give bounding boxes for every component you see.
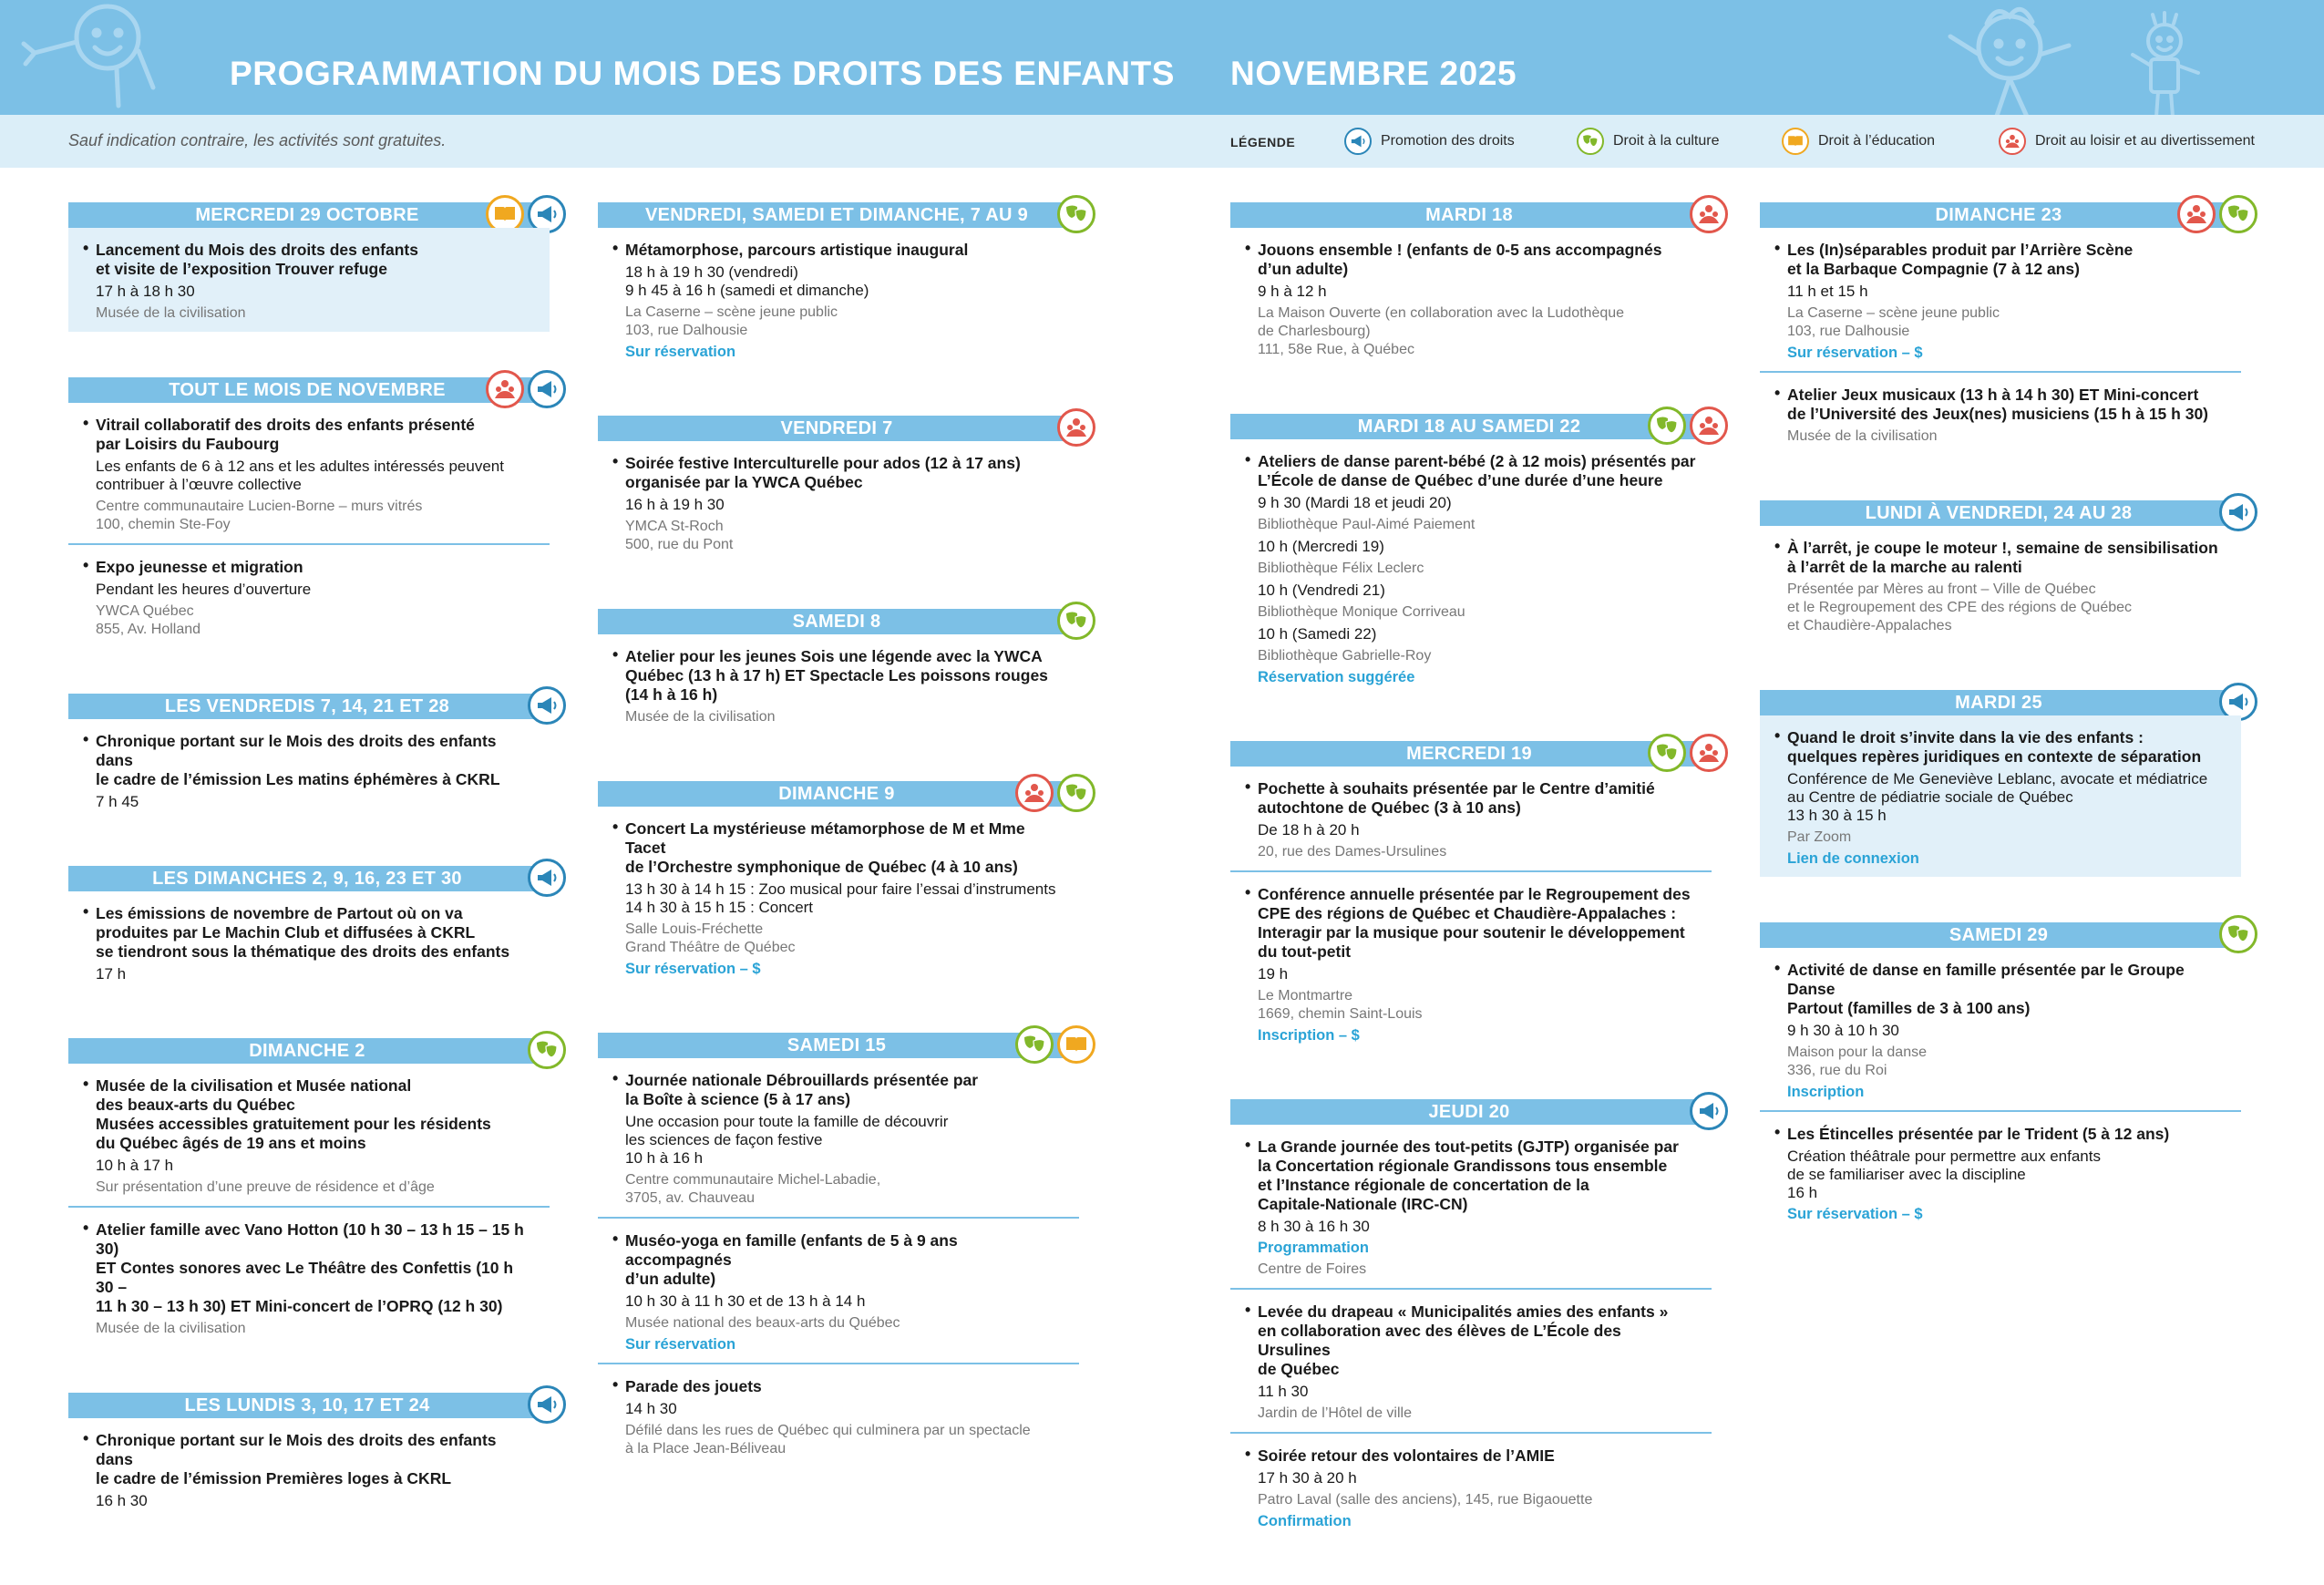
program-column bbox=[1230, 202, 1712, 1585]
event-details: 16 h à 19 h 30 bbox=[625, 496, 725, 513]
event-location: 20, rue des Dames-Ursulines bbox=[1258, 844, 1447, 859]
event-location: YWCA Québec 855, Av. Holland bbox=[96, 603, 201, 637]
event-location: Bibliothèque Félix Leclerc bbox=[1258, 561, 1424, 576]
event-location: Défilé dans les rues de Québec qui culminera par un spectacle à la Place Jean-Béliveau bbox=[625, 1423, 1031, 1456]
event-location: Présentée par Mères au front – Ville de Québec et le Regroupement des CPE des régions de Québec et Chaudière-Appalaches bbox=[1787, 582, 2133, 633]
event-title: • Atelier famille avec Vano Hotton (10 h 30 – 13 h 15 – 15 h 30) ET Contes sonores avec Le Théâtre des Confettis (10 h 30 – 11 h 30 – 13 h 30) ET Mini-concert de l’OPRQ (12 h 30) bbox=[96, 1220, 524, 1315]
event-link[interactable]: Inscription bbox=[1787, 1084, 1865, 1100]
event-item bbox=[1760, 715, 2241, 877]
date-block bbox=[1760, 922, 2241, 1232]
date-heading-text: TOUT LE MOIS DE NOVEMBRE bbox=[169, 380, 446, 400]
date-block bbox=[598, 416, 1079, 563]
date-block bbox=[1230, 414, 1712, 695]
megaphone-icon bbox=[1344, 128, 1372, 155]
date-block bbox=[68, 202, 550, 332]
event-link[interactable]: Sur réservation – $ bbox=[1787, 1206, 1923, 1222]
event-details: 11 h et 15 h bbox=[1787, 283, 1868, 300]
event-link[interactable]: Programmation bbox=[1258, 1240, 1369, 1256]
date-heading-text: LES VENDREDIS 7, 14, 21 ET 28 bbox=[164, 696, 450, 716]
date-heading bbox=[1760, 922, 2237, 948]
event-link[interactable]: Inscription – $ bbox=[1258, 1027, 1360, 1044]
date-heading-text: MARDI 18 bbox=[1425, 205, 1513, 225]
event-item bbox=[68, 719, 550, 820]
date-block bbox=[68, 694, 550, 820]
date-heading bbox=[68, 1393, 546, 1418]
date-block bbox=[68, 1038, 550, 1347]
event-link[interactable]: Sur réservation bbox=[625, 1336, 736, 1353]
event-details: Les enfants de 6 à 12 ans et les adultes intéressés peuvent contribuer à l’œuvre collective bbox=[96, 458, 504, 493]
date-heading-text: SAMEDI 8 bbox=[792, 612, 881, 632]
event-item bbox=[68, 228, 550, 332]
date-heading-text: DIMANCHE 9 bbox=[778, 784, 895, 804]
event-title: • Musée de la civilisation et Musée national des beaux-arts du Québec Musées accessibles gratuitement pour les résidents du Québec âgés de 19 ans et moins bbox=[96, 1076, 491, 1152]
event-location: La Caserne – scène jeune public 103, rue Dalhousie bbox=[1787, 305, 2000, 339]
date-block bbox=[598, 781, 1079, 987]
event-item bbox=[1760, 526, 2241, 644]
event-location: Bibliothèque Paul-Aimé Paiement bbox=[1258, 517, 1476, 532]
event-details: 17 h 30 à 20 h bbox=[1258, 1469, 1357, 1487]
page-month: NOVEMBRE 2025 bbox=[1230, 55, 1517, 92]
event-item bbox=[1230, 1290, 1712, 1434]
event-details: Création théâtrale pour permettre aux enfants de se familiariser avec la discipline 16 h bbox=[1787, 1148, 2101, 1201]
event-title: • Concert La mystérieuse métamorphose de M et Mme Tacet de l’Orchestre symphonique de Québec (4 à 10 ans) bbox=[625, 819, 1025, 876]
date-heading bbox=[68, 202, 546, 228]
date-heading bbox=[598, 609, 1075, 634]
date-heading bbox=[1230, 202, 1708, 228]
date-heading-text: SAMEDI 29 bbox=[1949, 925, 2049, 945]
event-item bbox=[598, 807, 1079, 987]
event-title: • Muséo-yoga en famille (enfants de 5 à 9 ans accompagnés d’un adulte) bbox=[625, 1231, 958, 1288]
event-link[interactable]: Sur réservation bbox=[625, 344, 736, 360]
date-heading bbox=[68, 377, 546, 403]
date-heading-text: MARDI 18 AU SAMEDI 22 bbox=[1357, 417, 1581, 437]
event-title: • Activité de danse en famille présentée par le Groupe Danse Partout (familles de 3 à 100 ans) bbox=[1787, 961, 2185, 1017]
event-location: Bibliothèque Gabrielle-Roy bbox=[1258, 648, 1432, 664]
program-column bbox=[68, 202, 550, 1565]
event-title: • Chronique portant sur le Mois des droits des enfants dans le cadre de l’émission Les matins éphémères à CKRL bbox=[96, 732, 500, 788]
event-details: Une occasion pour toute la famille de découvrir les sciences de façon festive 10 h à 16 h bbox=[625, 1113, 949, 1167]
event-title: • Levée du drapeau « Municipalités amies des enfants » en collaboration avec des élèves de L’École des Ursulines de Québec bbox=[1258, 1302, 1669, 1378]
event-title: • Les émissions de novembre de Partout où on va produites par Le Machin Club et diffusées à CKRL se tiendront sous la thématique des droits des enfants bbox=[96, 904, 510, 961]
child-stick-figure-icon bbox=[2114, 9, 2215, 118]
date-heading-text: VENDREDI, SAMEDI ET DIMANCHE, 7 AU 9 bbox=[644, 205, 1029, 225]
event-location: Maison pour la danse 336, rue du Roi bbox=[1787, 1045, 1927, 1078]
event-title: • Atelier Jeux musicaux (13 h à 14 h 30) ET Mini-concert de l’Université des Jeux(nes) musiciens (15 h à 15 h 30) bbox=[1787, 386, 2208, 423]
date-heading-text: LES LUNDIS 3, 10, 17 ET 24 bbox=[184, 1395, 430, 1415]
date-block bbox=[1230, 202, 1712, 368]
event-location: YMCA St-Roch 500, rue du Pont bbox=[625, 519, 734, 552]
event-details: 18 h à 19 h 30 (vendredi) 9 h 45 à 16 h (samedi et dimanche) bbox=[625, 263, 869, 299]
legend-label: Droit au loisir et au divertissement bbox=[2035, 133, 2255, 149]
event-link[interactable]: Sur réservation – $ bbox=[1787, 345, 1923, 361]
date-block bbox=[1760, 202, 2241, 455]
event-location: Musée de la civilisation bbox=[96, 305, 246, 321]
event-title: • Ateliers de danse parent-bébé (2 à 12 mois) présentés par L’École de danse de Québec d’une durée d’une heure bbox=[1258, 452, 1696, 489]
event-item bbox=[1230, 439, 1712, 695]
date-block bbox=[1760, 500, 2241, 644]
event-title: • Lancement du Mois des droits des enfants et visite de l’exposition Trouver refuge bbox=[96, 241, 418, 278]
event-details: 16 h 30 bbox=[96, 1492, 148, 1509]
event-item bbox=[598, 1219, 1079, 1364]
program-column bbox=[1760, 202, 2241, 1278]
date-heading bbox=[598, 416, 1075, 441]
open-book-icon bbox=[1782, 128, 1809, 155]
legend-item-education bbox=[1782, 128, 1935, 155]
event-details: 7 h 45 bbox=[96, 793, 139, 810]
legend-title: LÉGENDE bbox=[1230, 135, 1296, 149]
event-link[interactable]: Réservation suggérée bbox=[1258, 669, 1415, 685]
date-heading bbox=[1230, 414, 1708, 439]
event-title: • Quand le droit s’invite dans la vie des enfants : quelques repères juridiques en contexte de séparation bbox=[1787, 728, 2202, 766]
date-heading bbox=[598, 1033, 1075, 1058]
date-heading bbox=[1760, 202, 2237, 228]
event-link[interactable]: Confirmation bbox=[1258, 1513, 1352, 1529]
event-item bbox=[598, 1364, 1079, 1467]
date-heading-text: DIMANCHE 2 bbox=[249, 1041, 365, 1061]
date-block bbox=[68, 866, 550, 993]
event-title: • À l’arrêt, je coupe le moteur !, semaine de sensibilisation à l’arrêt de la marche au ralenti bbox=[1787, 539, 2218, 576]
event-location: La Maison Ouverte (en collaboration avec la Ludothèque de Charlesbourg) 111, 58e Rue, à Québec bbox=[1258, 305, 1625, 357]
event-item bbox=[1230, 1125, 1712, 1290]
date-block bbox=[68, 377, 550, 648]
event-title: • Chronique portant sur le Mois des droits des enfants dans le cadre de l’émission Premières loges à CKRL bbox=[96, 1431, 497, 1487]
event-item bbox=[1760, 1112, 2241, 1232]
page-title: PROGRAMMATION DU MOIS DES DROITS DES ENFANTS bbox=[230, 55, 1176, 92]
legend-item-culture bbox=[1577, 128, 1720, 155]
event-details: 9 h 30 (Mardi 18 et jeudi 20) bbox=[1258, 494, 1452, 511]
event-item bbox=[68, 891, 550, 993]
event-details: 17 h bbox=[96, 965, 127, 983]
event-item bbox=[598, 634, 1079, 736]
date-block bbox=[1230, 1099, 1712, 1539]
event-location: Centre de Foires bbox=[1258, 1261, 1367, 1277]
info-bar bbox=[0, 115, 2324, 168]
event-location: Musée national des beaux-arts du Québec bbox=[625, 1315, 900, 1331]
date-heading-text: LUNDI À VENDREDI, 24 AU 28 bbox=[1865, 503, 2133, 523]
date-heading-text: JEUDI 20 bbox=[1428, 1102, 1510, 1122]
event-title: • La Grande journée des tout-petits (GJTP) organisée par la Concertation régionale Grandissons tous ensemble et l’Instance régionale de concertation de la Capitale-Nationale (IRC-CN) bbox=[1258, 1137, 1679, 1213]
event-item bbox=[68, 403, 550, 545]
event-details: Pendant les heures d’ouverture bbox=[96, 581, 312, 598]
event-location: Salle Louis-Fréchette Grand Théâtre de Québec bbox=[625, 921, 796, 955]
date-heading bbox=[1230, 1099, 1708, 1125]
event-location: Bibliothèque Monique Corriveau bbox=[1258, 604, 1465, 620]
legend-item-promotion bbox=[1344, 128, 1515, 155]
event-location: Le Montmartre 1669, chemin Saint-Louis bbox=[1258, 988, 1423, 1022]
theatre-masks-icon bbox=[1577, 128, 1604, 155]
event-item bbox=[68, 1418, 550, 1519]
event-details: 10 h 30 à 11 h 30 et de 13 h à 14 h bbox=[625, 1292, 866, 1310]
event-location: La Caserne – scène jeune public 103, rue Dalhousie bbox=[625, 304, 838, 338]
event-item bbox=[598, 1058, 1079, 1219]
event-title: • Les Étincelles présentée par le Trident (5 à 12 ans) bbox=[1787, 1125, 2170, 1143]
event-title: • Les (In)séparables produit par l’Arrière Scène et la Barbaque Compagnie (7 à 12 ans) bbox=[1787, 241, 2134, 278]
event-item bbox=[1230, 872, 1712, 1054]
event-location: Centre communautaire Lucien-Borne – murs vitrés 100, chemin Ste-Foy bbox=[96, 499, 423, 532]
event-details: 9 h 30 à 10 h 30 bbox=[1787, 1022, 1899, 1039]
event-item bbox=[1230, 228, 1712, 368]
event-location: Centre communautaire Michel-Labadie, 3705, av. Chauveau bbox=[625, 1172, 881, 1206]
event-location: Patro Laval (salle des anciens), 145, rue Bigaouette bbox=[1258, 1492, 1593, 1508]
date-heading-text: MERCREDI 29 OCTOBRE bbox=[195, 205, 419, 225]
date-heading bbox=[68, 1038, 546, 1064]
event-title: • Journée nationale Débrouillards présentée par la Boîte à science (5 à 17 ans) bbox=[625, 1071, 979, 1108]
event-link[interactable]: Sur réservation – $ bbox=[625, 961, 761, 977]
event-details: 14 h 30 bbox=[625, 1400, 677, 1417]
event-details: Conférence de Me Geneviève Leblanc, avocate et médiatrice au Centre de pédiatrie sociale de Québec 13 h 30 à 15 h bbox=[1787, 770, 2208, 824]
date-block bbox=[1230, 741, 1712, 1054]
date-heading bbox=[1230, 741, 1708, 767]
event-location: Par Zoom bbox=[1787, 829, 1852, 845]
event-item bbox=[68, 1208, 550, 1347]
date-heading bbox=[598, 202, 1075, 228]
event-details: 11 h 30 bbox=[1258, 1383, 1309, 1400]
event-location: Musée de la civilisation bbox=[625, 709, 776, 725]
event-title: • Soirée retour des volontaires de l’AMIE bbox=[1258, 1446, 1555, 1465]
event-details: 19 h bbox=[1258, 965, 1289, 983]
date-heading bbox=[1760, 690, 2237, 715]
date-block bbox=[68, 1393, 550, 1519]
legend-label: Droit à la culture bbox=[1613, 133, 1720, 149]
date-block bbox=[598, 202, 1079, 370]
event-item bbox=[68, 545, 550, 648]
event-link[interactable]: Lien de connexion bbox=[1787, 850, 1919, 867]
header-banner bbox=[0, 0, 2324, 115]
event-title: • Vitrail collaboratif des droits des enfants présenté par Loisirs du Faubourg bbox=[96, 416, 475, 453]
date-block bbox=[598, 1033, 1079, 1467]
event-title: • Soirée festive Interculturelle pour ados (12 à 17 ans) organisée par la YWCA Québec bbox=[625, 454, 1021, 491]
event-location: Musée de la civilisation bbox=[96, 1321, 246, 1336]
date-heading-text: MARDI 25 bbox=[1955, 693, 2042, 713]
event-title: • Expo jeunesse et migration bbox=[96, 558, 303, 576]
event-details: 10 h (Mercredi 19) bbox=[1258, 538, 1384, 555]
event-location: Musée de la civilisation bbox=[1787, 428, 1938, 444]
date-heading bbox=[1760, 500, 2237, 526]
event-details: De 18 h à 20 h bbox=[1258, 821, 1360, 839]
event-details: 17 h à 18 h 30 bbox=[96, 283, 195, 300]
event-details: 10 h à 17 h bbox=[96, 1157, 174, 1174]
event-title: • Métamorphose, parcours artistique inaugural bbox=[625, 241, 969, 259]
date-block bbox=[1760, 690, 2241, 877]
pricing-note: Sauf indication contraire, les activités sont gratuites. bbox=[68, 131, 447, 149]
event-title: • Conférence annuelle présentée par le Regroupement des CPE des régions de Québec et Chaudière-Appalaches : Interagir par la musique pour soutenir le développement du tout-petit bbox=[1258, 885, 1691, 961]
event-item bbox=[1760, 373, 2241, 455]
event-item bbox=[1230, 1434, 1712, 1539]
event-details: 8 h 30 à 16 h 30 bbox=[1258, 1218, 1370, 1235]
legend bbox=[1230, 115, 2278, 168]
date-heading bbox=[68, 866, 546, 891]
event-title: • Parade des jouets bbox=[625, 1377, 762, 1395]
event-item bbox=[598, 228, 1079, 370]
date-heading-text: VENDREDI 7 bbox=[780, 418, 893, 438]
legend-label: Droit à l’éducation bbox=[1818, 133, 1936, 149]
legend-label: Promotion des droits bbox=[1381, 133, 1515, 149]
date-heading bbox=[598, 781, 1075, 807]
event-title: • Pochette à souhaits présentée par le Centre d’amitié autochtone de Québec (3 à 10 ans) bbox=[1258, 779, 1655, 817]
event-location: Sur présentation d’une preuve de résidence et d’âge bbox=[96, 1179, 435, 1195]
event-details: 10 h (Samedi 22) bbox=[1258, 625, 1377, 643]
event-item bbox=[1760, 228, 2241, 373]
date-block bbox=[598, 609, 1079, 736]
program-column bbox=[598, 202, 1079, 1513]
event-details: 9 h à 12 h bbox=[1258, 283, 1327, 300]
event-title: • Atelier pour les jeunes Sois une légende avec la YWCA Québec (13 h à 17 h) ET Spectacle Les poissons rouges (14 h à 16 h) bbox=[625, 647, 1048, 704]
date-heading-text: LES DIMANCHES 2, 9, 16, 23 ET 30 bbox=[152, 869, 462, 889]
play-group-icon bbox=[1999, 128, 2026, 155]
event-item bbox=[598, 441, 1079, 563]
event-item bbox=[68, 1064, 550, 1208]
event-location: Jardin de l’Hôtel de ville bbox=[1258, 1405, 1412, 1421]
event-item bbox=[1230, 767, 1712, 872]
child-doodle-left-icon bbox=[16, 0, 171, 115]
child-doodle-right-icon bbox=[1923, 0, 2096, 118]
date-heading-text: MERCREDI 19 bbox=[1406, 744, 1532, 764]
event-item bbox=[1760, 948, 2241, 1112]
legend-item-leisure bbox=[1999, 128, 2255, 155]
event-title: • Jouons ensemble ! (enfants de 0-5 ans accompagnés d’un adulte) bbox=[1258, 241, 1662, 278]
date-heading-text: DIMANCHE 23 bbox=[1935, 205, 2062, 225]
event-details: 10 h (Vendredi 21) bbox=[1258, 582, 1385, 599]
date-heading-text: SAMEDI 15 bbox=[787, 1035, 887, 1055]
date-heading bbox=[68, 694, 546, 719]
event-details: 13 h 30 à 14 h 15 : Zoo musical pour faire l’essai d’instruments 14 h 30 à 15 h 15 : Concert bbox=[625, 880, 1056, 916]
